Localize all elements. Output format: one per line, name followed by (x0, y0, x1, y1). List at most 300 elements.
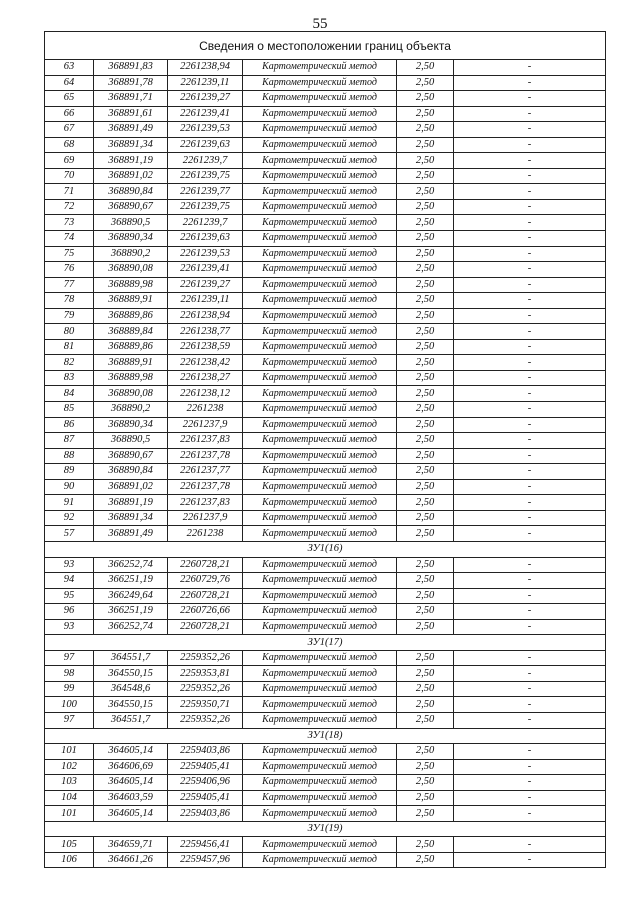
accuracy-cell: 2,50 (397, 122, 454, 138)
coord-y-cell: 2261238,42 (168, 355, 243, 371)
description-cell: - (454, 106, 606, 122)
coord-x-cell: 368890,34 (94, 417, 168, 433)
method-cell: Картометрический метод (243, 339, 397, 355)
accuracy-cell: 2,50 (397, 604, 454, 620)
point-number-cell: 100 (45, 697, 94, 713)
coord-x-cell: 368891,02 (94, 168, 168, 184)
accuracy-cell: 2,50 (397, 619, 454, 635)
method-cell: Картометрический метод (243, 712, 397, 728)
point-number-cell: 101 (45, 806, 94, 822)
coord-y-cell: 2261239,53 (168, 122, 243, 138)
coord-y-cell: 2259405,41 (168, 790, 243, 806)
coord-y-cell: 2261239,75 (168, 168, 243, 184)
table-row (45, 293, 606, 309)
point-number-cell: 80 (45, 324, 94, 340)
coord-y-cell: 2261237,9 (168, 417, 243, 433)
table-row (45, 464, 606, 480)
accuracy-cell: 2,50 (397, 153, 454, 169)
method-cell: Картометрический метод (243, 650, 397, 666)
method-cell: Картометрический метод (243, 573, 397, 589)
description-cell: - (454, 60, 606, 76)
coord-x-cell: 364659,71 (94, 837, 168, 853)
coord-x-cell: 368891,61 (94, 106, 168, 122)
description-cell: - (454, 837, 606, 853)
accuracy-cell: 2,50 (397, 308, 454, 324)
accuracy-cell: 2,50 (397, 588, 454, 604)
description-cell: - (454, 495, 606, 511)
coord-y-cell: 2261238 (168, 402, 243, 418)
coord-x-cell: 368890,34 (94, 231, 168, 247)
coord-x-cell: 368891,19 (94, 495, 168, 511)
point-number-cell: 93 (45, 557, 94, 573)
accuracy-cell: 2,50 (397, 681, 454, 697)
coord-y-cell: 2260729,76 (168, 573, 243, 589)
accuracy-cell: 2,50 (397, 650, 454, 666)
accuracy-cell: 2,50 (397, 199, 454, 215)
coord-y-cell: 2259406,96 (168, 775, 243, 791)
coord-y-cell: 2259405,41 (168, 759, 243, 775)
accuracy-cell: 2,50 (397, 806, 454, 822)
accuracy-cell: 2,50 (397, 75, 454, 91)
point-number-cell: 67 (45, 122, 94, 138)
point-number-cell: 97 (45, 650, 94, 666)
table-row (45, 666, 606, 682)
table-row (45, 588, 606, 604)
table-row (45, 75, 606, 91)
description-cell: - (454, 604, 606, 620)
coord-x-cell: 364550,15 (94, 697, 168, 713)
point-number-cell: 94 (45, 573, 94, 589)
point-number-cell: 68 (45, 137, 94, 153)
coord-x-cell: 368891,83 (94, 60, 168, 76)
accuracy-cell: 2,50 (397, 526, 454, 542)
coord-x-cell: 366249,64 (94, 588, 168, 604)
coord-x-cell: 368890,67 (94, 448, 168, 464)
coord-x-cell: 364551,7 (94, 650, 168, 666)
coord-y-cell: 2259403,86 (168, 744, 243, 760)
coord-y-cell: 2261238,77 (168, 324, 243, 340)
point-number-cell: 76 (45, 262, 94, 278)
description-cell: - (454, 510, 606, 526)
coord-y-cell: 2261238,12 (168, 386, 243, 402)
point-number-cell: 81 (45, 339, 94, 355)
coord-x-cell: 364605,14 (94, 775, 168, 791)
section-label: ЗУ1(16) (45, 541, 606, 557)
method-cell: Картометрический метод (243, 231, 397, 247)
coord-x-cell: 366252,74 (94, 557, 168, 573)
point-number-cell: 87 (45, 433, 94, 449)
point-number-cell: 63 (45, 60, 94, 76)
method-cell: Картометрический метод (243, 262, 397, 278)
accuracy-cell: 2,50 (397, 790, 454, 806)
description-cell: - (454, 168, 606, 184)
accuracy-cell: 2,50 (397, 510, 454, 526)
method-cell: Картометрический метод (243, 137, 397, 153)
description-cell: - (454, 448, 606, 464)
coord-x-cell: 368890,84 (94, 464, 168, 480)
table-row (45, 402, 606, 418)
coord-y-cell: 2259352,26 (168, 712, 243, 728)
method-cell: Картометрический метод (243, 153, 397, 169)
point-number-cell: 83 (45, 370, 94, 386)
boundary-table (44, 31, 606, 868)
table-row (45, 324, 606, 340)
table-row (45, 215, 606, 231)
description-cell: - (454, 402, 606, 418)
description-cell: - (454, 91, 606, 107)
description-cell: - (454, 199, 606, 215)
accuracy-cell: 2,50 (397, 339, 454, 355)
accuracy-cell: 2,50 (397, 697, 454, 713)
method-cell: Картометрический метод (243, 479, 397, 495)
point-number-cell: 84 (45, 386, 94, 402)
description-cell: - (454, 262, 606, 278)
method-cell: Картометрический метод (243, 417, 397, 433)
method-cell: Картометрический метод (243, 666, 397, 682)
accuracy-cell: 2,50 (397, 246, 454, 262)
description-cell: - (454, 370, 606, 386)
table-row (45, 277, 606, 293)
point-number-cell: 95 (45, 588, 94, 604)
table-row (45, 262, 606, 278)
description-cell: - (454, 215, 606, 231)
table-row (45, 168, 606, 184)
point-number-cell: 72 (45, 199, 94, 215)
point-number-cell: 105 (45, 837, 94, 853)
method-cell: Картометрический метод (243, 448, 397, 464)
table-row (45, 712, 606, 728)
description-cell: - (454, 681, 606, 697)
method-cell: Картометрический метод (243, 837, 397, 853)
description-cell: - (454, 464, 606, 480)
accuracy-cell: 2,50 (397, 666, 454, 682)
point-number-cell: 57 (45, 526, 94, 542)
method-cell: Картометрический метод (243, 433, 397, 449)
coord-y-cell: 2261238,59 (168, 339, 243, 355)
table-row (45, 246, 606, 262)
point-number-cell: 69 (45, 153, 94, 169)
coord-x-cell: 368890,2 (94, 246, 168, 262)
point-number-cell: 89 (45, 464, 94, 480)
coord-x-cell: 368890,2 (94, 402, 168, 418)
table-row (45, 557, 606, 573)
coord-x-cell: 364550,15 (94, 666, 168, 682)
coord-x-cell: 368891,34 (94, 137, 168, 153)
coord-y-cell: 2261237,9 (168, 510, 243, 526)
table-row (45, 510, 606, 526)
coord-x-cell: 368891,02 (94, 479, 168, 495)
method-cell: Картометрический метод (243, 355, 397, 371)
accuracy-cell: 2,50 (397, 775, 454, 791)
coord-x-cell: 368889,86 (94, 308, 168, 324)
coord-y-cell: 2261239,11 (168, 293, 243, 309)
table-row (45, 759, 606, 775)
method-cell: Картометрический метод (243, 246, 397, 262)
coord-x-cell: 368890,08 (94, 386, 168, 402)
coord-y-cell: 2259403,86 (168, 806, 243, 822)
coord-y-cell: 2261237,83 (168, 433, 243, 449)
section-label: ЗУ1(19) (45, 821, 606, 837)
method-cell: Картометрический метод (243, 122, 397, 138)
description-cell: - (454, 588, 606, 604)
table-row (45, 650, 606, 666)
coord-y-cell: 2261239,7 (168, 215, 243, 231)
table-header-row (45, 32, 606, 60)
coord-x-cell: 368891,49 (94, 526, 168, 542)
accuracy-cell: 2,50 (397, 60, 454, 76)
description-cell: - (454, 775, 606, 791)
point-number-cell: 98 (45, 666, 94, 682)
description-cell: - (454, 75, 606, 91)
method-cell: Картометрический метод (243, 277, 397, 293)
coord-y-cell: 2261239,27 (168, 277, 243, 293)
table-row (45, 417, 606, 433)
point-number-cell: 92 (45, 510, 94, 526)
method-cell: Картометрический метод (243, 464, 397, 480)
method-cell: Картометрический метод (243, 852, 397, 868)
method-cell: Картометрический метод (243, 386, 397, 402)
accuracy-cell: 2,50 (397, 277, 454, 293)
description-cell: - (454, 666, 606, 682)
accuracy-cell: 2,50 (397, 712, 454, 728)
method-cell: Картометрический метод (243, 168, 397, 184)
coord-x-cell: 368890,08 (94, 262, 168, 278)
table-row (45, 837, 606, 853)
accuracy-cell: 2,50 (397, 324, 454, 340)
coord-y-cell: 2259457,96 (168, 852, 243, 868)
point-number-cell: 103 (45, 775, 94, 791)
table-title: Сведения о местоположении границ объекта (45, 32, 606, 60)
method-cell: Картометрический метод (243, 324, 397, 340)
description-cell: - (454, 790, 606, 806)
table-row (45, 806, 606, 822)
method-cell: Картометрический метод (243, 495, 397, 511)
table-row (45, 526, 606, 542)
method-cell: Картометрический метод (243, 293, 397, 309)
accuracy-cell: 2,50 (397, 479, 454, 495)
method-cell: Картометрический метод (243, 759, 397, 775)
coord-x-cell: 368890,84 (94, 184, 168, 200)
description-cell: - (454, 137, 606, 153)
point-number-cell: 74 (45, 231, 94, 247)
point-number-cell: 75 (45, 246, 94, 262)
coord-x-cell: 364605,14 (94, 806, 168, 822)
coord-y-cell: 2261239,27 (168, 91, 243, 107)
method-cell: Картометрический метод (243, 60, 397, 76)
coord-y-cell: 2261239,77 (168, 184, 243, 200)
description-cell: - (454, 852, 606, 868)
coord-x-cell: 364661,26 (94, 852, 168, 868)
section-row (45, 821, 606, 837)
table-row (45, 573, 606, 589)
table-row (45, 339, 606, 355)
description-cell: - (454, 355, 606, 371)
coord-x-cell: 368889,98 (94, 277, 168, 293)
accuracy-cell: 2,50 (397, 91, 454, 107)
description-cell: - (454, 712, 606, 728)
description-cell: - (454, 277, 606, 293)
point-number-cell: 90 (45, 479, 94, 495)
description-cell: - (454, 557, 606, 573)
table-row (45, 91, 606, 107)
description-cell: - (454, 479, 606, 495)
point-number-cell: 82 (45, 355, 94, 371)
description-cell: - (454, 759, 606, 775)
accuracy-cell: 2,50 (397, 293, 454, 309)
accuracy-cell: 2,50 (397, 557, 454, 573)
accuracy-cell: 2,50 (397, 168, 454, 184)
table-row (45, 433, 606, 449)
point-number-cell: 102 (45, 759, 94, 775)
description-cell: - (454, 386, 606, 402)
table-row (45, 697, 606, 713)
method-cell: Картометрический метод (243, 75, 397, 91)
accuracy-cell: 2,50 (397, 262, 454, 278)
method-cell: Картометрический метод (243, 604, 397, 620)
point-number-cell: 101 (45, 744, 94, 760)
section-row (45, 728, 606, 744)
point-number-cell: 77 (45, 277, 94, 293)
section-label: ЗУ1(17) (45, 635, 606, 651)
point-number-cell: 93 (45, 619, 94, 635)
method-cell: Картометрический метод (243, 806, 397, 822)
coord-y-cell: 2261237,83 (168, 495, 243, 511)
coord-y-cell: 2261237,78 (168, 479, 243, 495)
method-cell: Картометрический метод (243, 402, 397, 418)
method-cell: Картометрический метод (243, 775, 397, 791)
table-row (45, 122, 606, 138)
description-cell: - (454, 293, 606, 309)
point-number-cell: 85 (45, 402, 94, 418)
method-cell: Картометрический метод (243, 215, 397, 231)
coord-x-cell: 368891,34 (94, 510, 168, 526)
description-cell: - (454, 573, 606, 589)
coord-y-cell: 2261238,94 (168, 60, 243, 76)
method-cell: Картометрический метод (243, 91, 397, 107)
table-row (45, 184, 606, 200)
description-cell: - (454, 619, 606, 635)
accuracy-cell: 2,50 (397, 837, 454, 853)
description-cell: - (454, 417, 606, 433)
description-cell: - (454, 324, 606, 340)
table-row (45, 681, 606, 697)
method-cell: Картометрический метод (243, 697, 397, 713)
accuracy-cell: 2,50 (397, 402, 454, 418)
method-cell: Картометрический метод (243, 744, 397, 760)
coord-y-cell: 2261238,94 (168, 308, 243, 324)
description-cell: - (454, 122, 606, 138)
method-cell: Картометрический метод (243, 184, 397, 200)
method-cell: Картометрический метод (243, 619, 397, 635)
table-row (45, 775, 606, 791)
table-row (45, 370, 606, 386)
coord-y-cell: 2261239,7 (168, 153, 243, 169)
coord-x-cell: 368889,98 (94, 370, 168, 386)
accuracy-cell: 2,50 (397, 231, 454, 247)
coord-y-cell: 2259352,26 (168, 681, 243, 697)
point-number-cell: 104 (45, 790, 94, 806)
coord-y-cell: 2261238,27 (168, 370, 243, 386)
point-number-cell: 71 (45, 184, 94, 200)
point-number-cell: 106 (45, 852, 94, 868)
section-row (45, 541, 606, 557)
coord-x-cell: 368891,49 (94, 122, 168, 138)
coord-x-cell: 368889,84 (94, 324, 168, 340)
coord-y-cell: 2260726,66 (168, 604, 243, 620)
table-row (45, 790, 606, 806)
point-number-cell: 99 (45, 681, 94, 697)
table-row (45, 604, 606, 620)
table-row (45, 744, 606, 760)
point-number-cell: 79 (45, 308, 94, 324)
accuracy-cell: 2,50 (397, 433, 454, 449)
description-cell: - (454, 184, 606, 200)
table-row (45, 60, 606, 76)
page-number: 55 (312, 16, 328, 32)
accuracy-cell: 2,50 (397, 215, 454, 231)
coord-y-cell: 2261239,63 (168, 231, 243, 247)
table-row (45, 137, 606, 153)
coord-x-cell: 368890,67 (94, 199, 168, 215)
method-cell: Картометрический метод (243, 510, 397, 526)
coord-x-cell: 366252,74 (94, 619, 168, 635)
coord-x-cell: 368891,78 (94, 75, 168, 91)
section-label: ЗУ1(18) (45, 728, 606, 744)
table-row (45, 231, 606, 247)
description-cell: - (454, 153, 606, 169)
coord-y-cell: 2261239,11 (168, 75, 243, 91)
point-number-cell: 96 (45, 604, 94, 620)
table-row (45, 308, 606, 324)
table-row (45, 448, 606, 464)
accuracy-cell: 2,50 (397, 137, 454, 153)
method-cell: Картометрический метод (243, 308, 397, 324)
accuracy-cell: 2,50 (397, 106, 454, 122)
coord-x-cell: 364606,69 (94, 759, 168, 775)
description-cell: - (454, 433, 606, 449)
coord-x-cell: 364548,6 (94, 681, 168, 697)
coord-x-cell: 366251,19 (94, 604, 168, 620)
accuracy-cell: 2,50 (397, 448, 454, 464)
table-row (45, 355, 606, 371)
method-cell: Картометрический метод (243, 106, 397, 122)
coord-x-cell: 364603,59 (94, 790, 168, 806)
point-number-cell: 91 (45, 495, 94, 511)
description-cell: - (454, 339, 606, 355)
table-row (45, 106, 606, 122)
accuracy-cell: 2,50 (397, 184, 454, 200)
coord-y-cell: 2259353,81 (168, 666, 243, 682)
point-number-cell: 64 (45, 75, 94, 91)
accuracy-cell: 2,50 (397, 370, 454, 386)
coord-y-cell: 2259350,71 (168, 697, 243, 713)
coord-y-cell: 2261237,77 (168, 464, 243, 480)
description-cell: - (454, 744, 606, 760)
coord-y-cell: 2261239,63 (168, 137, 243, 153)
point-number-cell: 97 (45, 712, 94, 728)
description-cell: - (454, 308, 606, 324)
description-cell: - (454, 526, 606, 542)
description-cell: - (454, 246, 606, 262)
method-cell: Картометрический метод (243, 557, 397, 573)
table-row (45, 386, 606, 402)
coord-x-cell: 364605,14 (94, 744, 168, 760)
coord-x-cell: 368891,71 (94, 91, 168, 107)
description-cell: - (454, 806, 606, 822)
coord-y-cell: 2261238 (168, 526, 243, 542)
point-number-cell: 65 (45, 91, 94, 107)
point-number-cell: 70 (45, 168, 94, 184)
